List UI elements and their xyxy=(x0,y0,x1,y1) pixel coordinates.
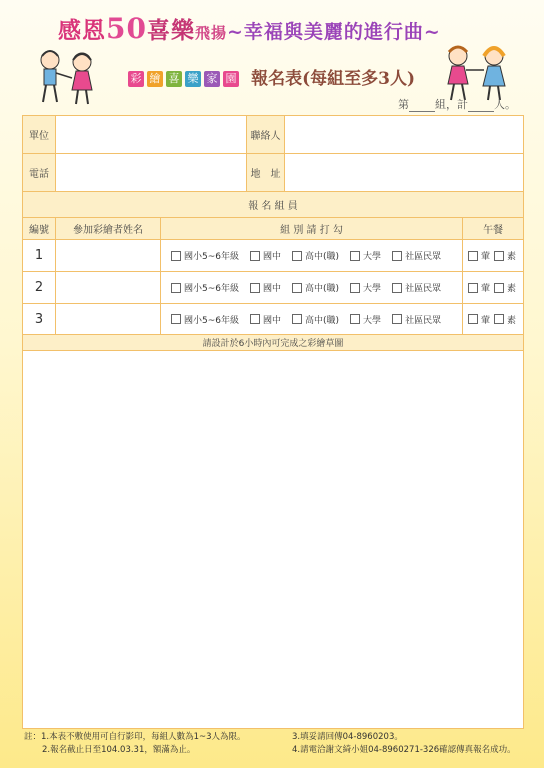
checkbox[interactable] xyxy=(250,314,260,324)
event-title xyxy=(58,12,441,45)
checkbox[interactable] xyxy=(292,251,302,261)
group-option-elementary[interactable] xyxy=(171,249,239,262)
group-option-elementary[interactable] xyxy=(171,281,239,294)
col-group-header: 組 別 請 打 勾 xyxy=(160,218,462,239)
phone-field[interactable] xyxy=(55,154,246,191)
checkbox[interactable] xyxy=(250,251,260,261)
option-label: 社區民眾 xyxy=(405,284,442,294)
group-option-senior-high[interactable] xyxy=(292,313,339,326)
group-number-blank[interactable] xyxy=(409,101,435,112)
group-options xyxy=(160,304,462,334)
group-option-senior-high[interactable] xyxy=(292,281,339,294)
option-label: 國小5~6年級 xyxy=(184,315,239,326)
contact-field[interactable] xyxy=(284,116,523,153)
title-part1: 感恩 xyxy=(58,17,106,44)
group-option-elementary[interactable] xyxy=(171,313,239,326)
option-label: 社區民眾 xyxy=(405,252,442,262)
address-label: 地 址 xyxy=(246,154,284,191)
draft-drawing-area[interactable] xyxy=(23,351,523,728)
option-label: 葷 xyxy=(481,315,491,326)
checkbox[interactable] xyxy=(392,314,402,324)
checkbox[interactable] xyxy=(171,251,181,261)
address-field[interactable] xyxy=(284,154,523,191)
checkbox[interactable] xyxy=(250,283,260,293)
group-option-community[interactable] xyxy=(392,281,441,294)
group-option-university[interactable] xyxy=(350,249,381,262)
checkbox[interactable] xyxy=(350,314,360,324)
phone-label: 電話 xyxy=(23,154,55,191)
title-part4: ~幸福與美麗的進行曲~ xyxy=(226,21,441,43)
note-3: 3.填妥請回傳04-8960203。 xyxy=(292,732,403,742)
col-name-header: 參加彩繪者姓名 xyxy=(55,218,160,239)
people-count-blank[interactable] xyxy=(468,101,494,112)
lunch-options xyxy=(462,240,523,271)
member-number: 1 xyxy=(34,248,44,263)
option-label: 大學 xyxy=(363,252,382,262)
option-label: 素 xyxy=(507,284,517,294)
unit-field[interactable] xyxy=(55,116,246,153)
lunch-option-vegetarian[interactable] xyxy=(494,249,516,262)
children-illustration-left xyxy=(34,48,104,110)
option-label: 國中 xyxy=(263,284,282,294)
option-label: 素 xyxy=(507,315,517,326)
group-option-senior-high[interactable] xyxy=(292,249,339,262)
group-option-university[interactable] xyxy=(350,313,381,326)
checkbox[interactable] xyxy=(494,283,504,293)
members-heading: 報 名 組 員 xyxy=(248,201,298,212)
unit-label: 單位 xyxy=(23,116,55,153)
member-number: 2 xyxy=(34,280,44,295)
member-row xyxy=(23,304,523,335)
title-tile: 家 xyxy=(204,71,220,87)
members-column-header xyxy=(23,218,523,240)
registration-heading xyxy=(128,64,415,89)
title-tile: 彩 xyxy=(128,71,144,87)
option-label: 國中 xyxy=(263,252,282,262)
group-option-university[interactable] xyxy=(350,281,381,294)
member-number: 3 xyxy=(34,311,44,327)
checkbox[interactable] xyxy=(350,283,360,293)
checkbox[interactable] xyxy=(468,251,478,261)
member-name-field[interactable] xyxy=(55,304,160,334)
group-option-junior-high[interactable] xyxy=(250,313,281,326)
header xyxy=(0,0,544,112)
group-option-junior-high[interactable] xyxy=(250,281,281,294)
title-tile: 喜 xyxy=(166,71,182,87)
lunch-option-vegetarian[interactable] xyxy=(494,313,516,326)
option-label: 葷 xyxy=(481,252,491,262)
phone-row xyxy=(23,154,523,192)
lunch-options xyxy=(462,272,523,303)
lunch-options xyxy=(462,304,523,334)
title-tiles xyxy=(128,67,242,87)
title-number: 50 xyxy=(106,12,147,45)
unit-row xyxy=(23,116,523,154)
title-tile: 樂 xyxy=(185,71,201,87)
note-4: 4.請電洽謝文綺小姐04-8960271-326確認傳真報名成功。 xyxy=(292,745,516,755)
registration-form xyxy=(22,115,524,729)
checkbox[interactable] xyxy=(292,283,302,293)
lunch-option-meat[interactable] xyxy=(468,249,490,262)
option-label: 國小5~6年級 xyxy=(184,252,239,262)
option-label: 大學 xyxy=(363,315,382,326)
group-option-community[interactable] xyxy=(392,249,441,262)
checkbox[interactable] xyxy=(392,283,402,293)
title-part3: 飛揚 xyxy=(194,24,227,42)
lunch-option-meat[interactable] xyxy=(468,313,490,326)
title-tile: 園 xyxy=(223,71,239,87)
count-prefix: 第 xyxy=(398,98,409,111)
count-suffix: 人。 xyxy=(494,98,516,111)
title-part2: 喜樂 xyxy=(146,17,195,44)
group-option-community[interactable] xyxy=(392,313,441,326)
group-count-line xyxy=(398,96,516,112)
member-name-field[interactable] xyxy=(55,240,160,271)
members-heading-row xyxy=(23,192,523,218)
checkbox[interactable] xyxy=(494,251,504,261)
option-label: 高中(職) xyxy=(305,284,340,294)
draft-note: 請設計於6小時內可完成之彩繪草圖 xyxy=(202,339,344,349)
count-group: 組，計 xyxy=(435,98,468,111)
checkbox[interactable] xyxy=(292,314,302,324)
checkbox[interactable] xyxy=(468,314,478,324)
checkbox[interactable] xyxy=(468,283,478,293)
checkbox[interactable] xyxy=(171,314,181,324)
title-tile: 繪 xyxy=(147,71,163,87)
checkbox[interactable] xyxy=(171,283,181,293)
option-label: 高中(職) xyxy=(305,315,340,326)
col-number-header: 編號 xyxy=(29,225,49,236)
note-2: 2.報名截止日至104.03.31，額滿為止。 xyxy=(42,745,196,755)
option-label: 國小5~6年級 xyxy=(184,284,239,294)
lunch-option-vegetarian[interactable] xyxy=(494,281,516,294)
member-name-field[interactable] xyxy=(55,272,160,303)
draft-note-row xyxy=(23,335,523,351)
lunch-option-meat[interactable] xyxy=(468,281,490,294)
checkbox[interactable] xyxy=(350,251,360,261)
group-option-junior-high[interactable] xyxy=(250,249,281,262)
member-row xyxy=(23,240,523,272)
member-row xyxy=(23,272,523,304)
col-lunch-header: 午餐 xyxy=(462,218,523,239)
registration-title: 報名表(每組至多3人) xyxy=(251,69,416,89)
checkbox[interactable] xyxy=(392,251,402,261)
note-1: 註：1.本表不敷使用可自行影印，每組人數為1~3人為限。 xyxy=(24,732,246,742)
contact-label: 聯絡人 xyxy=(246,116,284,153)
option-label: 葷 xyxy=(481,284,491,294)
checkbox[interactable] xyxy=(494,314,504,324)
option-label: 大學 xyxy=(363,284,382,294)
group-options xyxy=(160,272,462,303)
option-label: 高中(職) xyxy=(305,252,340,262)
group-options xyxy=(160,240,462,271)
option-label: 國中 xyxy=(263,315,282,326)
option-label: 素 xyxy=(507,252,517,262)
option-label: 社區民眾 xyxy=(405,315,442,326)
